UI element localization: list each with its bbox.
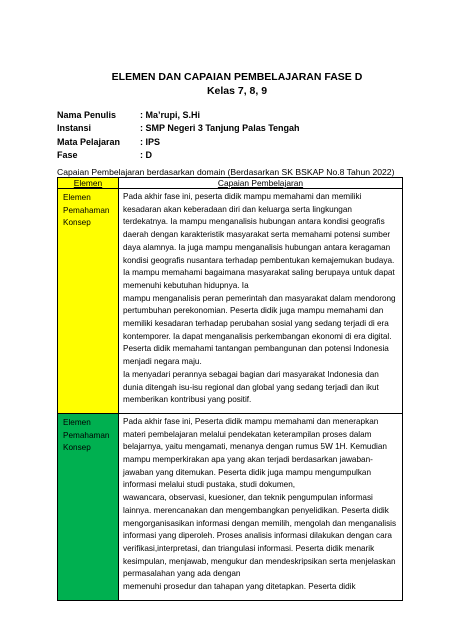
capaian-line: memenuhi kebutuhan hidupnya. Ia: [123, 280, 249, 290]
meta-row-subject: [57, 136, 300, 149]
capaian-line: terdekatnya. Ia mampu menganalisis hubungan antara kondisi geografis: [123, 217, 385, 227]
capaian-table: [57, 177, 403, 601]
header-capaian: Capaian Pembelajaran: [119, 178, 403, 189]
document-title: ELEMEN DAN CAPAIAN PEMBELAJARAN FASE D: [111, 71, 363, 83]
meta-key: Nama Penulis: [57, 110, 117, 120]
elemen-label: [58, 189, 118, 230]
capaian-line: permasalahan yang ada dengan: [123, 569, 241, 579]
table-row: [58, 413, 403, 600]
meta-value: : IPS: [140, 136, 161, 147]
capaian-line: memenuhi prosedur dan tahapan yang ditetapkan. Peserta didik: [123, 582, 356, 592]
table-row: [58, 189, 403, 414]
capaian-line: informasi yang diperoleh. Proses analisis informasi dilakukan dengan cara: [123, 531, 392, 541]
meta-key: Fase: [57, 149, 78, 160]
meta-value: : SMP Negeri 3 Tanjung Palas Tengah: [140, 123, 300, 134]
capaian-line: Peserta didik memahami tantangan pembangunan dan potensi Indonesia: [123, 344, 389, 354]
meta-key: Instansi: [57, 123, 92, 134]
capaian-line: kesadaran akan keberadaan diri dan keluarga serta lingkungan: [123, 204, 352, 214]
capaian-line: jawaban yang ditemukan. Peserta didik juga mampu mengumpulkan: [123, 467, 372, 477]
capaian-cell: [119, 189, 403, 414]
meta-row-phase: [57, 149, 300, 162]
capaian-line: pertumbuhan perekonomian. Peserta didik juga mampu memahami dan: [123, 306, 384, 316]
capaian-line: kontemporer. Ia dapat menganalisis perkembangan ekonomi di era digital.: [123, 331, 392, 341]
capaian-line: memberikan kontribusi yang positif.: [123, 395, 252, 405]
capaian-line: verifikasi,interpretasi, dan triangulasi informasi. Peserta didik menarik: [123, 543, 375, 553]
capaian-line: menjadi negara maju.: [123, 357, 202, 367]
elemen-cell: [58, 413, 119, 600]
capaian-line: belajarnya, yaitu mengamati, menanya dengan rumus 5W 1H. Kemudian: [123, 442, 387, 452]
capaian-line: Ia menyadari perannya sebagai bagian dari masyarakat Indonesia dan: [123, 369, 379, 379]
capaian-line: mengorganisasikan informasi dengan memilih, mengolah dan menganalisis: [123, 518, 397, 528]
capaian-text: [119, 189, 402, 413]
elemen-cell: [58, 189, 119, 414]
capaian-line: Pada akhir fase ini, Peserta didik mampu memahami dan menerapkan: [123, 416, 379, 426]
elemen-label-line: Elemen: [63, 417, 91, 427]
meta-key: Mata Pelajaran: [57, 136, 121, 147]
capaian-line: kesimpulan, menjawab, mengukur dan mendeskripsikan serta menjelaskan: [123, 556, 396, 566]
header-elemen: Elemen: [58, 178, 119, 189]
capaian-line: daerah dengan karakteristik masyarakat serta memahami potensi sumber: [123, 230, 391, 240]
capaian-line: memiliki kesadaran terhadap perubahan sosial yang sedang terjadi di era: [123, 319, 389, 329]
table-header-row: [58, 178, 403, 189]
meta-value: : D: [140, 149, 152, 160]
table-body: [58, 189, 403, 601]
elemen-label-line: Konsep: [63, 218, 91, 228]
capaian-line: dunia ditengah isu-isu regional dan global yang sedang terjadi dan ikut: [123, 382, 379, 392]
elemen-label-line: Elemen: [63, 193, 91, 202]
capaian-cell: [119, 413, 403, 600]
capaian-line: lainnya. merencanakan dan mengembangkan penyelidikan. Peserta didik: [123, 505, 389, 515]
document-subtitle: Kelas 7, 8, 9: [206, 85, 268, 97]
capaian-line: Pada akhir fase ini, peserta didik mampu memahami dan memiliki: [123, 192, 362, 201]
capaian-line: mampu memperkirakan apa yang akan terjadi berdasarkan jawaban-: [123, 455, 373, 465]
elemen-label: [58, 414, 118, 455]
capaian-line: materi pembelajaran melalui pendekatan keterampilan proses dalam: [123, 429, 372, 439]
meta-block: [57, 109, 300, 162]
meta-row-institution: [57, 122, 300, 135]
elemen-label-line: Pemahaman: [63, 430, 110, 440]
capaian-line: daya alamnya. Ia juga mampu menganalisis hubungan antara keragaman: [123, 242, 391, 252]
capaian-line: kondisi geografis nusantara terhadap pembentukan kemajemukan budaya.: [123, 255, 395, 265]
table-caption: Capaian Pembelajaran berdasarkan domain (Berdasarkan SK BSKAP No.8 Tahun 2022): [57, 167, 395, 177]
meta-row-author: [57, 109, 300, 122]
capaian-line: informasi melalui studi pustaka, studi dokumen,: [123, 480, 296, 490]
elemen-label-line: Konsep: [63, 443, 91, 453]
elemen-label-line: Pemahaman: [63, 205, 110, 215]
capaian-line: mampu menganalisis peran pemerintah dan masyarakat dalam mendorong: [123, 293, 396, 303]
meta-value: : Ma’rupi, S.Hi: [140, 110, 201, 120]
capaian-line: Ia mampu memahami bagaimana masyarakat saling berupaya untuk dapat: [123, 268, 395, 278]
capaian-line: wawancara, observasi, kuesioner, dan teknik pengumpulan informasi: [123, 493, 373, 503]
capaian-text: [119, 414, 402, 600]
